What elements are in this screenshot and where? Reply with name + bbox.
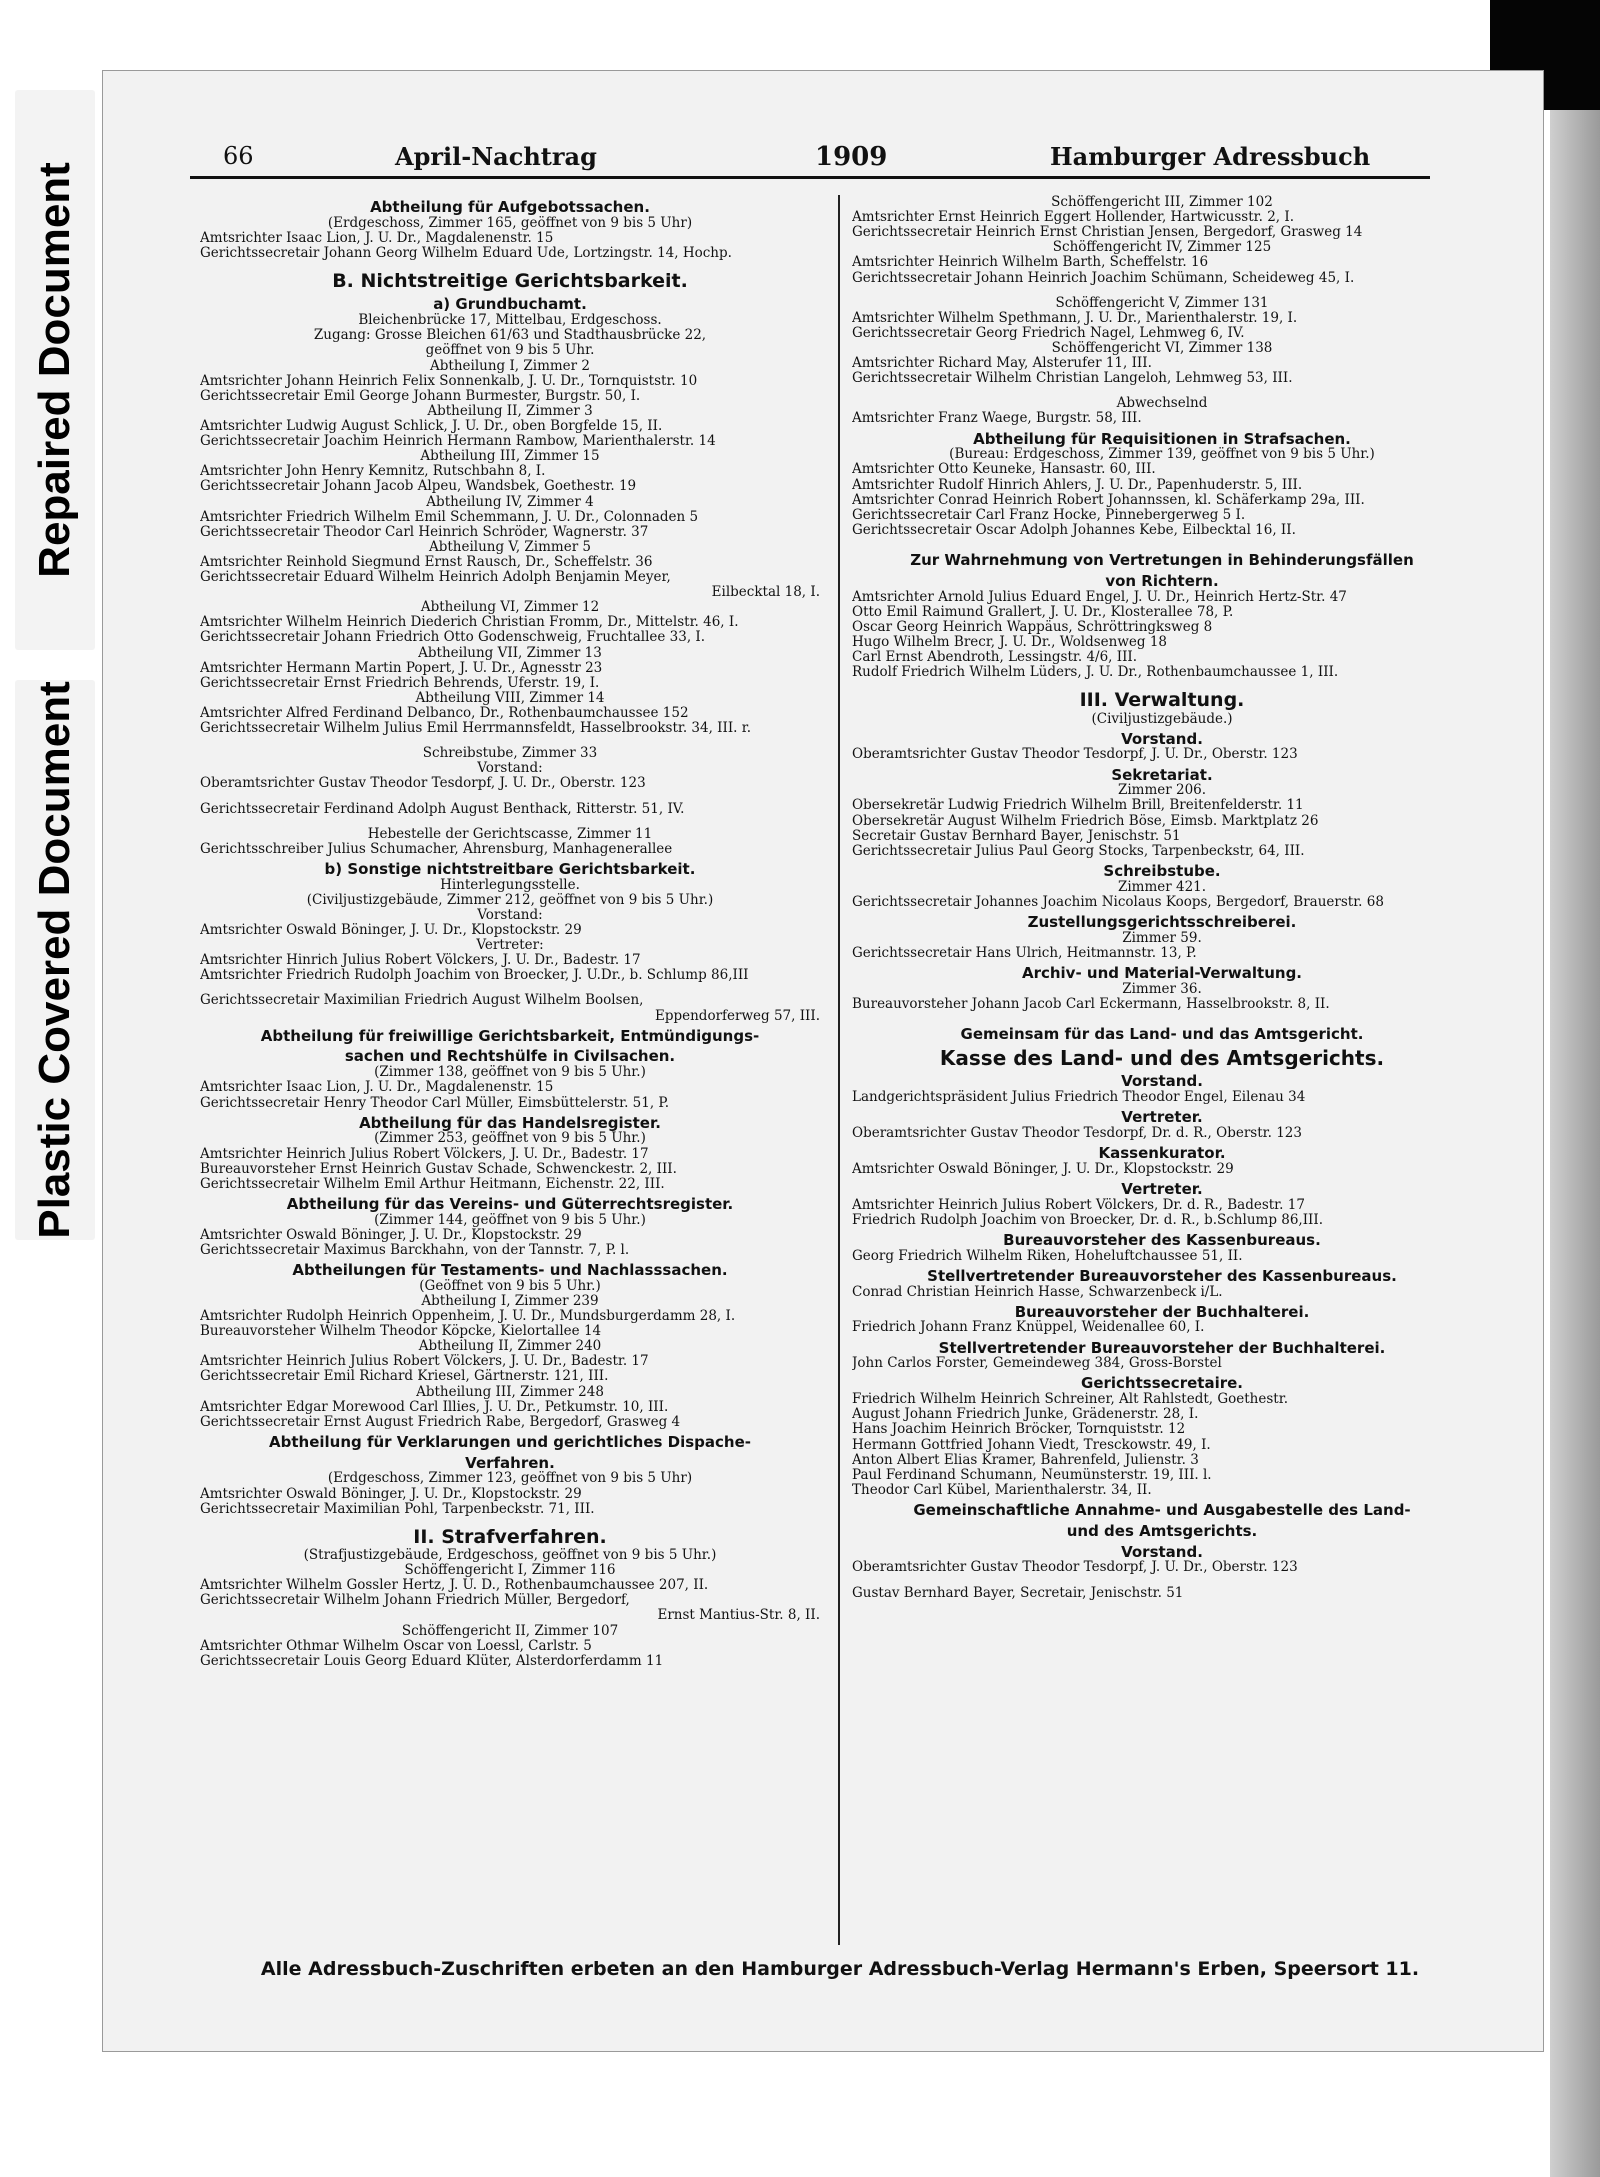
entry-line: Amtsrichter Alfred Ferdinand Delbanco, Dr., Rothenbaumchaussee 152 — [200, 706, 689, 722]
column-divider — [838, 195, 840, 1945]
entry-line: Bureauvorsteher Ernst Heinrich Gustav Schade, Schwenckestr. 2, III. — [200, 1161, 677, 1177]
entry-line: Schöffengericht VI, Zimmer 138 — [1051, 340, 1273, 356]
entry-line: Bureauvorsteher Wilhelm Theodor Köpcke, Kielortallee 14 — [200, 1324, 602, 1340]
section-heading: Gemeinschaftliche Annahme- und Ausgabestelle des Land- — [913, 1502, 1411, 1519]
entry-line: Eppendorferweg 57, III. — [654, 1008, 820, 1024]
entry-line: Amtsrichter Heinrich Julius Robert Völckers, J. U. Dr., Badestr. 17 — [200, 1354, 649, 1370]
entry-line: Gerichtssecretair Johann Heinrich Joachim Schümann, Scheideweg 45, I. — [852, 270, 1355, 286]
entry-line: Abtheilung I, Zimmer 2 — [430, 358, 590, 374]
entry-line: Gerichtssecretair Johann Friedrich Otto Godenschweig, Fruchtallee 33, I. — [200, 630, 706, 646]
entry-line: Hermann Gottfried Johann Viedt, Tresckowstr. 49, I. — [852, 1437, 1211, 1453]
entry-line: Amtsrichter Hinrich Julius Robert Völckers, J. U. Dr., Badestr. 17 — [200, 953, 641, 969]
section-heading: b) Sonstige nichtstreitbare Gerichtsbarkeit. — [324, 860, 696, 878]
entry-line: Abtheilung II, Zimmer 3 — [427, 403, 593, 419]
entry-line: (Civiljustizgebäude, Zimmer 212, geöffnet von 9 bis 5 Uhr.) — [306, 892, 714, 908]
header-rule — [190, 176, 1430, 179]
entry-line: Amtsrichter Oswald Böninger, J. U. Dr., Klopstockstr. 29 — [852, 1161, 1234, 1177]
entry-line: Zimmer 206. — [1117, 783, 1207, 799]
entry-line: Amtsrichter Isaac Lion, J. U. Dr., Magdalenenstr. 15 — [200, 1080, 554, 1096]
entry-line: Oberamtsrichter Gustav Theodor Tesdorpf, J. U. Dr., Oberstr. 123 — [852, 747, 1298, 763]
entry-line: Obersekretär August Wilhelm Friedrich Böse, Eimsb. Marktplatz 26 — [852, 813, 1319, 829]
entry-line: Friedrich Rudolph Joachim von Broecker, Dr. d. R., b.Schlump 86,III. — [852, 1212, 1324, 1228]
section-heading: Gemeinsam für das Land- und das Amtsgericht. — [960, 1025, 1364, 1043]
spacer — [200, 736, 820, 746]
entry-line: Abtheilung VI, Zimmer 12 — [420, 600, 600, 616]
entry-line: Anton Albert Elias Kramer, Bahrenfeld, Julienstr. 3 — [852, 1452, 1199, 1468]
entry-line: Oberamtsrichter Gustav Theodor Tesdorpf, J. U. Dr., Oberstr. 123 — [852, 1560, 1298, 1576]
entry-line: (Zimmer 144, geöffnet von 9 bis 5 Uhr.) — [374, 1212, 646, 1228]
entry-line: Amtsrichter Wilhelm Spethmann, J. U. Dr., Marienthalerstr. 19, I. — [852, 310, 1298, 326]
entry-line: Ernst Mantius-Str. 8, II. — [657, 1608, 820, 1624]
page-number: 66 — [223, 142, 254, 170]
entry-line: Amtsrichter Edgar Morewood Carl Illies, J. U. Dr., Petkumstr. 10, III. — [200, 1399, 669, 1415]
entry-line: Amtsrichter Wilhelm Gossler Hertz, J. U. D., Rothenbaumchaussee 207, II. — [200, 1578, 709, 1594]
section-heading: B. Nichtstreitige Gerichtsbarkeit. — [332, 271, 688, 293]
left-column — [200, 195, 820, 1669]
entry-line: Abtheilung IV, Zimmer 4 — [426, 494, 594, 510]
entry-line: Amtsrichter Heinrich Julius Robert Völckers, J. U. Dr., Badestr. 17 — [200, 1146, 649, 1162]
section-title: April-Nachtrag — [395, 142, 597, 171]
entry-line: Amtsrichter Wilhelm Heinrich Diederich Christian Fromm, Dr., Mittelstr. 46, I. — [200, 615, 739, 631]
section-heading: sachen und Rechtshülfe in Civilsachen. — [344, 1048, 676, 1066]
entry-line: Eilbecktal 18, I. — [711, 585, 820, 601]
entry-line: Amtsrichter John Henry Kemnitz, Rutschbahn 8, I. — [200, 464, 546, 480]
section-heading: a) Grundbuchamt. — [433, 296, 587, 314]
entry-line: Vorstand: — [477, 907, 543, 923]
entry-line: Amtsrichter Isaac Lion, J. U. Dr., Magdalenenstr. 15 — [200, 230, 554, 246]
section-heading: II. Strafverfahren. — [413, 1526, 607, 1548]
entry-line: Rudolf Friedrich Wilhelm Lüders, J. U. Dr., Rothenbaumchaussee 1, III. — [852, 665, 1339, 681]
entry-line: Schöffengericht II, Zimmer 107 — [401, 1623, 619, 1639]
side-label-repaired — [15, 90, 95, 650]
entry-line: geöffnet von 9 bis 5 Uhr. — [425, 343, 595, 359]
section-heading: Abtheilung für das Vereins- und Güterrechtsregister. — [286, 1195, 734, 1213]
entry-line: Zimmer 36. — [1122, 981, 1202, 997]
entry-line: Conrad Christian Heinrich Hasse, Schwarzenbeck i/L. — [852, 1284, 1223, 1300]
entry-line: Bleichenbrücke 17, Mittelbau, Erdgeschoss. — [358, 313, 662, 329]
entry-line: Bureauvorsteher Johann Jacob Carl Eckermann, Hasselbrookstr. 8, II. — [852, 996, 1330, 1012]
section-heading: Kasse des Land- und des Amtsgerichts. — [939, 1046, 1385, 1070]
section-heading: Abtheilung für freiwillige Gerichtsbarkeit, Entmündigungs- — [260, 1027, 760, 1045]
section-heading: von Richtern. — [1105, 572, 1219, 590]
entry-line: Vorstand: — [477, 761, 543, 777]
entry-line: Gerichtssecretair Louis Georg Eduard Klüter, Alsterdorferdamm 11 — [200, 1653, 664, 1669]
entry-line: Theodor Carl Kübel, Marienthalerstr. 34, II. — [852, 1482, 1152, 1498]
entry-line: Gerichtssecretair Emil Richard Kriesel, Gärtnerstr. 121, III. — [200, 1369, 609, 1385]
entry-line: (Strafjustizgebäude, Erdgeschoss, geöffnet von 9 bis 5 Uhr.) — [303, 1548, 717, 1564]
entry-line: Landgerichtspräsident Julius Friedrich Theodor Engel, Eilenau 34 — [852, 1089, 1306, 1105]
entry-line: Zimmer 421. — [1117, 879, 1207, 895]
page-header — [105, 72, 1405, 172]
entry-line: Carl Ernst Abendroth, Lessingstr. 4/6, III. — [852, 650, 1138, 666]
entry-line: Gerichtssecretair Ernst Friedrich Behrends, Uferstr. 19, I. — [200, 675, 600, 691]
entry-line: Obersekretär Ludwig Friedrich Wilhelm Brill, Breitenfelderstr. 11 — [852, 798, 1304, 814]
entry-line: Abtheilung I, Zimmer 239 — [421, 1293, 599, 1309]
side-label-repaired-text: Repaired Document — [30, 162, 80, 578]
spacer — [852, 1576, 1472, 1586]
section-heading: III. Verwaltung. — [1079, 690, 1245, 712]
book-title: Hamburger Adressbuch — [1050, 142, 1371, 171]
entry-line: August Johann Friedrich Junke, Grädenerstr. 28, I. — [852, 1407, 1199, 1423]
entry-line: Abtheilung III, Zimmer 248 — [416, 1384, 604, 1400]
entry-line: Amtsrichter Othmar Wilhelm Oscar von Loessl, Carlstr. 5 — [200, 1638, 592, 1654]
entry-line: Abtheilung III, Zimmer 15 — [420, 449, 600, 465]
section-heading: Bureauvorsteher der Buchhalterei. — [1014, 1303, 1310, 1321]
entry-line: Amtsrichter Otto Keuneke, Hansastr. 60, III. — [852, 462, 1156, 478]
entry-line: Gerichtssecretair Johann Georg Wilhelm Eduard Ude, Lortzingstr. 14, Hochp. — [200, 246, 732, 262]
section-heading: Vorstand. — [1121, 1073, 1203, 1090]
entry-line: Gerichtssecretair Theodor Carl Heinrich Schröder, Wagnerstr. 37 — [200, 524, 649, 540]
spacer — [200, 983, 820, 993]
entry-line: Abtheilung VIII, Zimmer 14 — [415, 690, 605, 706]
entry-line: Gerichtssecretair Julius Paul Georg Stocks, Tarpenbeckstr, 64, III. — [852, 843, 1305, 859]
section-heading: Gerichtssecretaire. — [1081, 1375, 1243, 1393]
entry-line: Amtsrichter Oswald Böninger, J. U. Dr., Klopstockstr. 29 — [200, 1227, 582, 1243]
entry-line: Gustav Bernhard Bayer, Secretair, Jenischstr. 51 — [852, 1585, 1184, 1601]
entry-line: Georg Friedrich Wilhelm Riken, Hoheluftchaussee 51, II. — [852, 1248, 1243, 1264]
section-heading: Stellvertretender Bureauvorsteher der Buchhalterei. — [938, 1339, 1386, 1357]
entry-line: Amtsrichter Ludwig August Schlick, J. U. Dr., oben Borgfelde 15, II. — [200, 418, 663, 434]
section-heading: Vorstand. — [1121, 730, 1203, 748]
section-heading: Bureauvorsteher des Kassenbureaus. — [1003, 1231, 1321, 1249]
entry-line: Schöffengericht I, Zimmer 116 — [404, 1563, 616, 1579]
entry-line: Zugang: Grosse Bleichen 61/63 und Stadthausbrücke 22, — [313, 328, 707, 344]
entry-line: John Carlos Forster, Gemeindeweg 384, Gross-Borstel — [852, 1356, 1222, 1372]
entry-line: Gerichtssecretair Johann Jacob Alpeu, Wandsbek, Goethestr. 19 — [200, 479, 637, 495]
entry-line: Amtsrichter Heinrich Julius Robert Völckers, Dr. d. R., Badestr. 17 — [852, 1197, 1305, 1213]
entry-line: Amtsrichter Reinhold Siegmund Ernst Rausch, Dr., Scheffelstr. 36 — [200, 554, 653, 570]
entry-line: Gerichtssecretair Maximilian Pohl, Tarpenbeckstr. 71, III. — [200, 1501, 595, 1517]
entry-line: Gerichtssecretair Emil George Johann Burmester, Burgstr. 50, I. — [200, 388, 641, 404]
entry-line: Abtheilung V, Zimmer 5 — [428, 539, 592, 555]
year: 1909 — [815, 142, 888, 172]
entry-line: Gerichtsschreiber Julius Schumacher, Ahrensburg, Manhagenerallee — [200, 841, 673, 857]
entry-line: Gerichtssecretair Ernst August Friedrich Rabe, Bergedorf, Grasweg 4 — [200, 1414, 681, 1430]
entry-line: Hugo Wilhelm Brecr, J. U. Dr., Woldsenweg 18 — [852, 634, 1168, 650]
section-heading: Abtheilungen für Testaments- und Nachlasssachen. — [292, 1261, 728, 1279]
section-heading: Stellvertretender Bureauvorsteher des Kassenbureaus. — [927, 1267, 1397, 1285]
spacer — [852, 1012, 1472, 1022]
entry-line: Zimmer 59. — [1122, 930, 1202, 946]
entry-line: Amtsrichter Hermann Martin Popert, J. U. Dr., Agnesstr 23 — [200, 660, 603, 676]
entry-line: Hinterlegungsstelle. — [440, 877, 580, 893]
entry-line: (Zimmer 253, geöffnet von 9 bis 5 Uhr.) — [374, 1131, 646, 1147]
entry-line: Gerichtssecretair Maximus Barckhahn, von der Tannstr. 7, P. l. — [200, 1242, 630, 1258]
spacer — [200, 817, 820, 827]
entry-line: Amtsrichter Franz Waege, Burgstr. 58, III. — [852, 411, 1142, 427]
entry-line: Friedrich Johann Franz Knüppel, Weidenallee 60, I. — [852, 1320, 1205, 1336]
section-heading: Schreibstube. — [1103, 862, 1221, 880]
entry-line: (Zimmer 138, geöffnet von 9 bis 5 Uhr.) — [374, 1065, 646, 1081]
entry-line: Gerichtssecretair Oscar Adolph Johannes Kebe, Eilbecktal 16, II. — [852, 522, 1296, 538]
section-heading: Abtheilung für Verklarungen und gerichtliches Dispache- — [269, 1433, 751, 1451]
entry-line: Otto Emil Raimund Grallert, J. U. Dr., Klosterallee 78, P. — [852, 604, 1234, 620]
entry-line: Abtheilung VII, Zimmer 13 — [418, 645, 602, 661]
section-heading: Abtheilung für Requisitionen in Strafsachen. — [973, 430, 1351, 448]
entry-line: Amtsrichter Oswald Böninger, J. U. Dr., Klopstockstr. 29 — [200, 923, 582, 939]
entry-line: Amtsrichter Friedrich Wilhelm Emil Schemmann, J. U. Dr., Colonnaden 5 — [200, 509, 699, 525]
entry-line: Oberamtsrichter Gustav Theodor Tesdorpf, Dr. d. R., Oberstr. 123 — [852, 1125, 1302, 1141]
entry-line: Gerichtssecretair Henry Theodor Carl Müller, Eimsbüttelerstr. 51, P. — [200, 1095, 670, 1111]
entry-line: Gerichtssecretair Joachim Heinrich Hermann Rambow, Marienthalerstr. 14 — [200, 434, 716, 450]
spacer — [852, 286, 1472, 296]
entry-line: Schreibstube, Zimmer 33 — [422, 746, 598, 762]
entry-line: Gerichtssecretair Hans Ulrich, Heitmannstr. 13, P. — [852, 945, 1197, 961]
entry-line: Gerichtssecretair Maximilian Friedrich August Wilhelm Boolsen, — [200, 993, 644, 1009]
entry-line: Gerichtssecretair Wilhelm Emil Arthur Heitmann, Eichenstr. 22, III. — [200, 1176, 665, 1192]
entry-line: Friedrich Wilhelm Heinrich Schreiner, Alt Rahlstedt, Goethestr. — [852, 1392, 1288, 1408]
entry-line: Gerichtssecretair Carl Franz Hocke, Pinnebergerweg 5 I. — [852, 507, 1246, 523]
entry-line: Schöffengericht III, Zimmer 102 — [1051, 195, 1273, 210]
entry-line: Gerichtssecretair Wilhelm Johann Friedrich Müller, Bergedorf, — [200, 1593, 630, 1609]
entry-line: Amtsrichter Heinrich Wilhelm Barth, Scheffelstr. 16 — [852, 255, 1209, 271]
entry-line: Gerichtssecretair Ferdinand Adolph August Benthack, Ritterstr. 51, IV. — [200, 801, 685, 817]
section-heading: und des Amtsgerichts. — [1066, 1522, 1258, 1540]
entry-line: Amtsrichter Johann Heinrich Felix Sonnenkalb, J. U. Dr., Tornquiststr. 10 — [200, 373, 698, 389]
section-heading: Sekretariat. — [1111, 766, 1213, 784]
entry-line: Gerichtssecretair Georg Friedrich Nagel, Lehmweg 6, IV. — [852, 325, 1245, 341]
entry-line: Amtsrichter Rudolf Hinrich Ahlers, J. U. Dr., Papenhuderstr. 5, III. — [852, 477, 1303, 493]
entry-line: (Bureau: Erdgeschoss, Zimmer 139, geöffnet von 9 bis 5 Uhr.) — [949, 447, 1375, 463]
side-label-plastic-covered — [15, 680, 95, 1240]
section-heading: Verfahren. — [465, 1454, 555, 1472]
entry-line: Abtheilung II, Zimmer 240 — [418, 1339, 602, 1355]
entry-line: Amtsrichter Conrad Heinrich Robert Johannssen, kl. Schäferkamp 29a, III. — [852, 492, 1365, 508]
entry-line: Amtsrichter Friedrich Rudolph Joachim von Broecker, J. U.Dr., b. Schlump 86,III — [200, 968, 749, 984]
entry-line: Hans Joachim Heinrich Bröcker, Tornquiststr. 12 — [852, 1422, 1186, 1438]
footer-notice: Alle Adressbuch-Zuschriften erbeten an den Hamburger Adressbuch-Verlag Hermann's Erben, Speersort 11. — [260, 1958, 1420, 1980]
entry-line: Oberamtsrichter Gustav Theodor Tesdorpf, J. U. Dr., Oberstr. 123 — [200, 776, 646, 792]
entry-line: Gerichtssecretair Johannes Joachim Nicolaus Koops, Bergedorf, Brauerstr. 68 — [852, 894, 1384, 910]
section-heading: Vertreter. — [1121, 1109, 1203, 1126]
spacer — [200, 792, 820, 802]
entry-line: Schöffengericht IV, Zimmer 125 — [1052, 240, 1272, 256]
section-heading: Archiv- und Material-Verwaltung. — [1021, 964, 1303, 982]
entry-line: Abwechselnd — [1116, 396, 1208, 412]
section-heading: Vorstand. — [1121, 1543, 1203, 1561]
entry-line: Gerichtssecretair Wilhelm Julius Emil Herrmannsfeldt, Hasselbrookstr. 34, III. r. — [200, 721, 752, 737]
entry-line: Gerichtssecretair Eduard Wilhelm Heinrich Adolph Benjamin Meyer, — [200, 570, 671, 586]
entry-line: (Geöffnet von 9 bis 5 Uhr.) — [419, 1278, 601, 1294]
entry-line: Amtsrichter Oswald Böninger, J. U. Dr., Klopstockstr. 29 — [200, 1486, 582, 1502]
entry-line: Vertreter: — [476, 938, 544, 954]
entry-line: Gerichtssecretair Heinrich Ernst Christian Jensen, Bergedorf, Grasweg 14 — [852, 225, 1363, 241]
section-heading: Zur Wahrnehmung von Vertretungen in Behinderungsfällen — [910, 551, 1414, 569]
spacer — [852, 386, 1472, 396]
spacer — [852, 538, 1472, 548]
section-heading: Vertreter. — [1121, 1180, 1203, 1198]
entry-line: Amtsrichter Rudolph Heinrich Oppenheim, J. U. Dr., Mundsburgerdamm 28, I. — [200, 1308, 736, 1324]
entry-line: (Civiljustizgebäude.) — [1091, 711, 1233, 727]
section-heading: Kassenkurator. — [1098, 1144, 1226, 1162]
entry-line: Schöffengericht V, Zimmer 131 — [1055, 295, 1269, 311]
entry-line: (Erdgeschoss, Zimmer 123, geöffnet von 9 bis 5 Uhr) — [327, 1471, 693, 1487]
entry-line: Amtsrichter Arnold Julius Eduard Engel, J. U. Dr., Heinrich Hertz-Str. 47 — [852, 589, 1347, 605]
entry-line: Secretair Gustav Bernhard Bayer, Jenischstr. 51 — [852, 828, 1181, 844]
section-heading: Abtheilung für Aufgebotssachen. — [370, 199, 650, 216]
right-column — [852, 195, 1472, 1601]
entry-line: Hebestelle der Gerichtscasse, Zimmer 11 — [367, 826, 653, 842]
section-heading: Zustellungsgerichtsschreiberei. — [1027, 913, 1297, 931]
entry-line: Oscar Georg Heinrich Wappäus, Schröttringksweg 8 — [852, 619, 1213, 635]
entry-line: Amtsrichter Richard May, Alsterufer 11, III. — [852, 356, 1152, 372]
entry-line: Amtsrichter Ernst Heinrich Eggert Hollender, Hartwicusstr. 2, I. — [852, 210, 1294, 226]
side-label-plastic-covered-text: Plastic Covered Document — [30, 681, 79, 1239]
entry-line: Gerichtssecretair Wilhelm Christian Langeloh, Lehmweg 53, III. — [852, 371, 1293, 387]
section-heading: Abtheilung für das Handelsregister. — [359, 1114, 661, 1132]
scan-edge-shadow — [1550, 0, 1600, 2177]
entry-line: Paul Ferdinand Schumann, Neumünsterstr. 19, III. l. — [852, 1467, 1212, 1483]
entry-line: (Erdgeschoss, Zimmer 165, geöffnet von 9 bis 5 Uhr) — [327, 215, 693, 231]
